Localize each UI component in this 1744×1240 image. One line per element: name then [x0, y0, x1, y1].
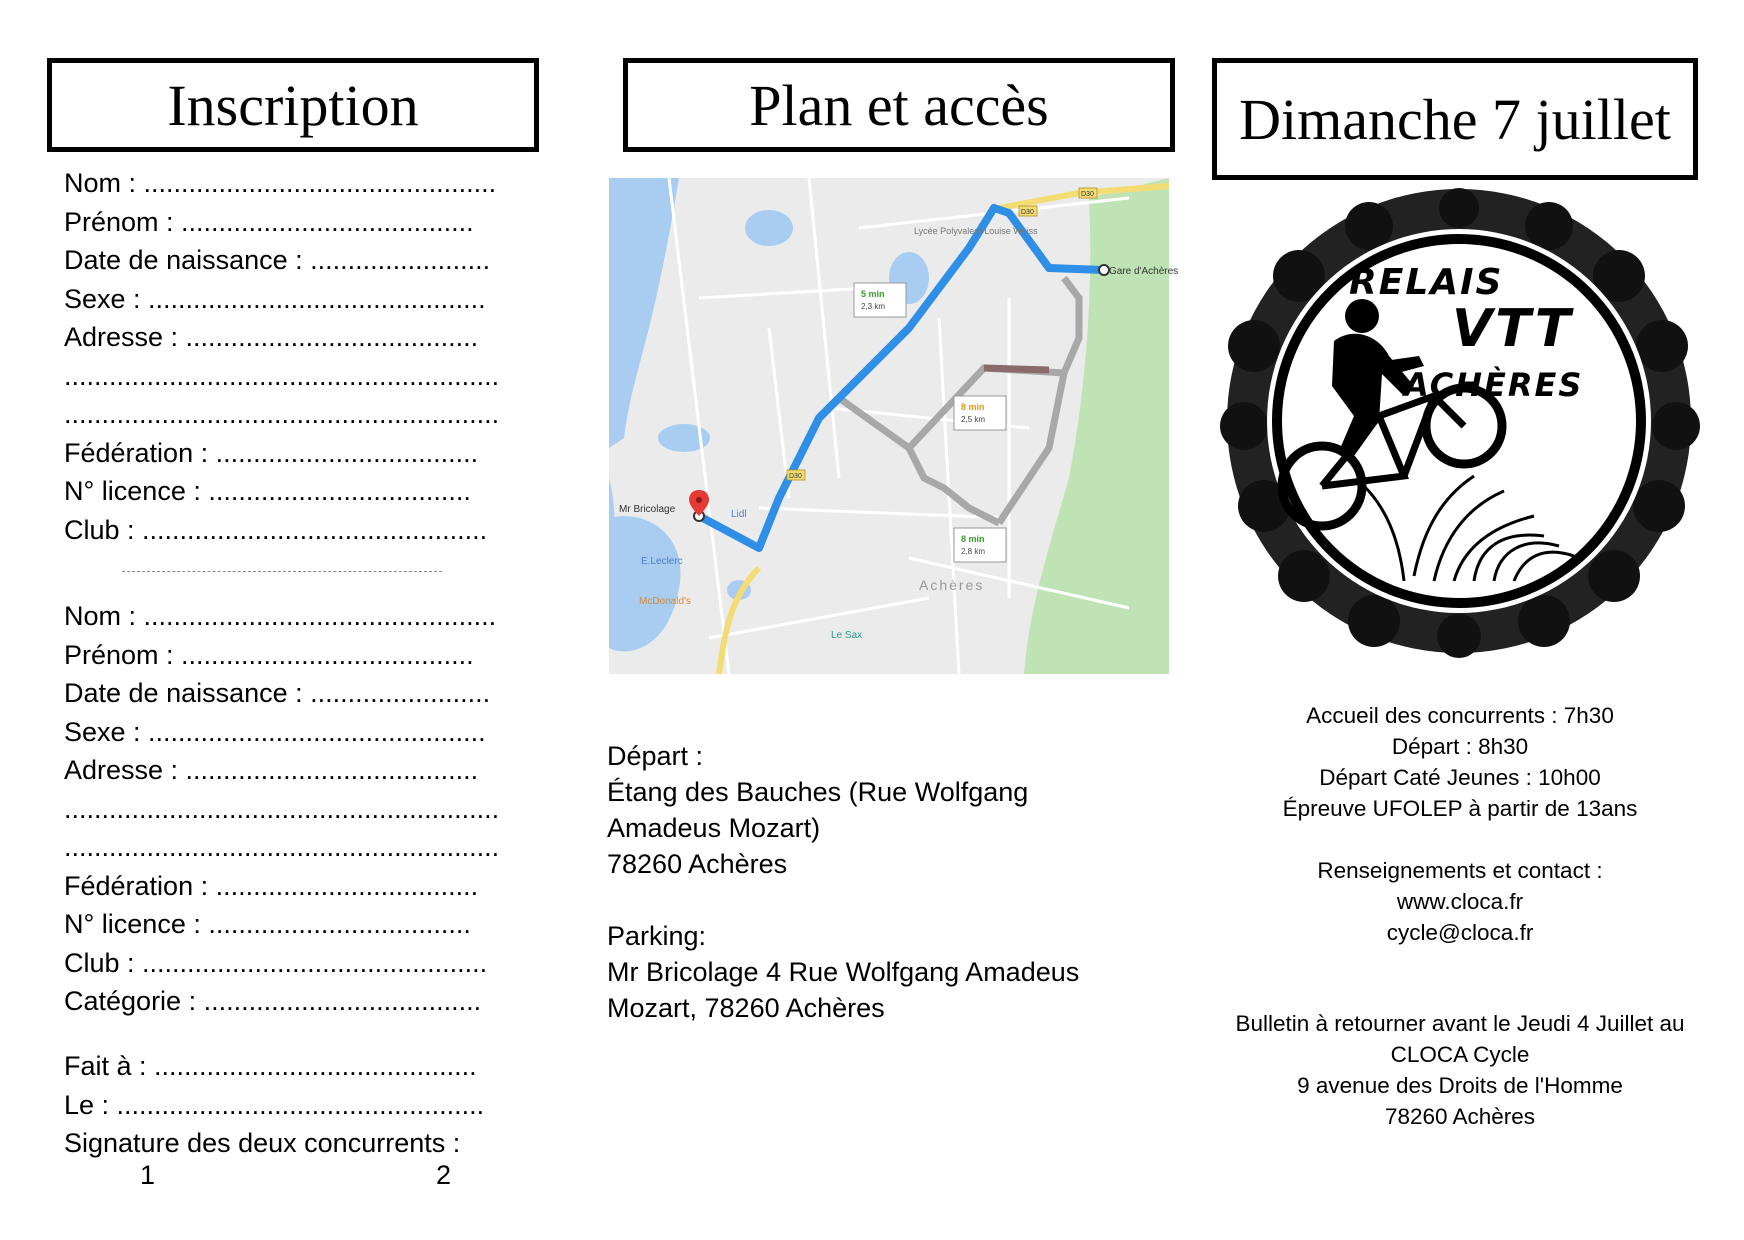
form-line[interactable]: Fédération : ................................... [64, 870, 479, 901]
form-line[interactable]: Fédération : ................................... [64, 437, 479, 468]
registration-form-competitor-1 [64, 164, 524, 549]
return-address [1200, 1008, 1720, 1132]
plan-title: Plan et accès [623, 58, 1175, 152]
form-line[interactable]: Nom : ............................................... [64, 168, 497, 198]
parking-label: Parking: [607, 921, 707, 951]
bulletin-line: 78260 Achères [1384, 1104, 1536, 1129]
d30-label: D30 [789, 473, 802, 480]
form-line[interactable]: Club : .............................................. [64, 514, 488, 545]
form-line[interactable]: Sexe : ............................................. [64, 283, 486, 314]
mcdonalds-label: McDonald's [639, 596, 691, 607]
route-distance: 2,8 km [961, 547, 986, 556]
form-line[interactable]: Date de naissance : ........................ [64, 678, 491, 708]
registration-form-competitor-2 [64, 597, 524, 1021]
route-time: 8 min [961, 402, 985, 412]
event-schedule [1200, 700, 1720, 824]
lake-shape [745, 210, 793, 246]
date-title: Dimanche 7 juillet [1212, 58, 1698, 180]
lidl-label: Lidl [731, 509, 747, 520]
bulletin-line: Bulletin à retourner avant le Jeudi 4 Juillet au [1235, 1011, 1685, 1036]
contact-info [1200, 855, 1720, 948]
form-line[interactable]: .......................................................... [64, 399, 500, 429]
depart-line: Étang des Bauches (Rue Wolfgang [607, 777, 1029, 807]
schedule-line: Départ Caté Jeunes : 10h00 [1319, 765, 1601, 790]
gare-label: Gare d'Achères [1109, 266, 1179, 277]
route-time: 5 min [861, 289, 885, 299]
email-link[interactable]: cycle@cloca.fr [1386, 920, 1534, 945]
bulletin-line: 9 avenue des Droits de l'Homme [1297, 1073, 1623, 1098]
route-distance: 2,3 km [861, 302, 886, 311]
lake-shape [609, 516, 681, 651]
signature-label: Signature des deux concurrents : [64, 1128, 461, 1158]
form-line[interactable]: Adresse : ....................................... [64, 322, 479, 352]
form-line[interactable]: Prénom : ....................................... [64, 639, 474, 670]
form-line[interactable]: Date de naissance : ........................ [64, 245, 491, 275]
form-divider [122, 571, 442, 572]
form-line[interactable]: Sexe : ............................................. [64, 716, 486, 747]
river-shape [609, 178, 679, 448]
leclerc-label: E.Leclerc [641, 556, 683, 567]
lesax-label: Le Sax [831, 630, 863, 641]
parking-line: Mr Bricolage 4 Rue Wolfgang Amadeus [607, 957, 1080, 987]
logo-text-vtt: VTT [1452, 299, 1574, 359]
depart-info [607, 738, 1028, 882]
form-line[interactable]: N° licence : ................................... [64, 476, 471, 506]
parking-line: Mozart, 78260 Achères [607, 993, 885, 1023]
access-map [609, 178, 1179, 674]
logo-text-acheres: ACHÈRES [1404, 366, 1584, 404]
form-line[interactable]: .......................................................... [64, 832, 500, 862]
depart-line: 78260 Achères [607, 849, 788, 879]
form-line[interactable]: Nom : ............................................... [64, 601, 497, 631]
mr-bricolage-label: Mr Bricolage [619, 504, 676, 515]
route-alt-segment [984, 368, 1049, 370]
date-line[interactable]: Le : ................................................. [64, 1089, 485, 1120]
form-line[interactable]: .......................................................... [64, 360, 500, 391]
schedule-line: Accueil des concurrents : 7h30 [1306, 703, 1614, 728]
form-line[interactable]: Club : .............................................. [64, 947, 488, 978]
inscription-title: Inscription [47, 58, 539, 152]
form-line[interactable]: Prénom : ....................................... [64, 206, 474, 237]
bulletin-line: CLOCA Cycle [1390, 1042, 1530, 1067]
d30-label: D30 [1021, 209, 1034, 216]
acheres-label: Achères [919, 577, 985, 593]
logo-text-relais: RELAIS [1349, 262, 1504, 303]
form-line[interactable]: Catégorie : ..................................... [64, 986, 482, 1016]
route-distance: 2,5 km [961, 415, 986, 424]
schedule-line: Départ : 8h30 [1391, 734, 1529, 759]
relais-vtt-logo [1214, 196, 1704, 646]
contact-label: Renseignements et contact : [1317, 858, 1603, 883]
depart-label: Départ : [607, 741, 704, 771]
form-line[interactable]: .......................................................... [64, 793, 500, 824]
form-line[interactable]: N° licence : ................................... [64, 909, 471, 939]
signature-number-1: 1 [140, 1160, 156, 1190]
end-point-icon [1099, 265, 1109, 275]
lycee-label: Lycée Polyvalent Louise Weiss [914, 226, 1038, 236]
form-line[interactable]: Adresse : ....................................... [64, 755, 479, 785]
route-time: 8 min [961, 534, 985, 544]
depart-line: Amadeus Mozart) [607, 813, 821, 843]
schedule-line: Épreuve UFOLEP à partir de 13ans [1282, 796, 1638, 821]
website-link[interactable]: www.cloca.fr [1396, 889, 1524, 914]
fait-a-line[interactable]: Fait à : ........................................... [64, 1051, 477, 1081]
parking-info [607, 918, 1079, 1026]
d30-label: D30 [1081, 191, 1094, 198]
signature-block [64, 1047, 524, 1163]
signature-number-2: 2 [436, 1160, 452, 1190]
